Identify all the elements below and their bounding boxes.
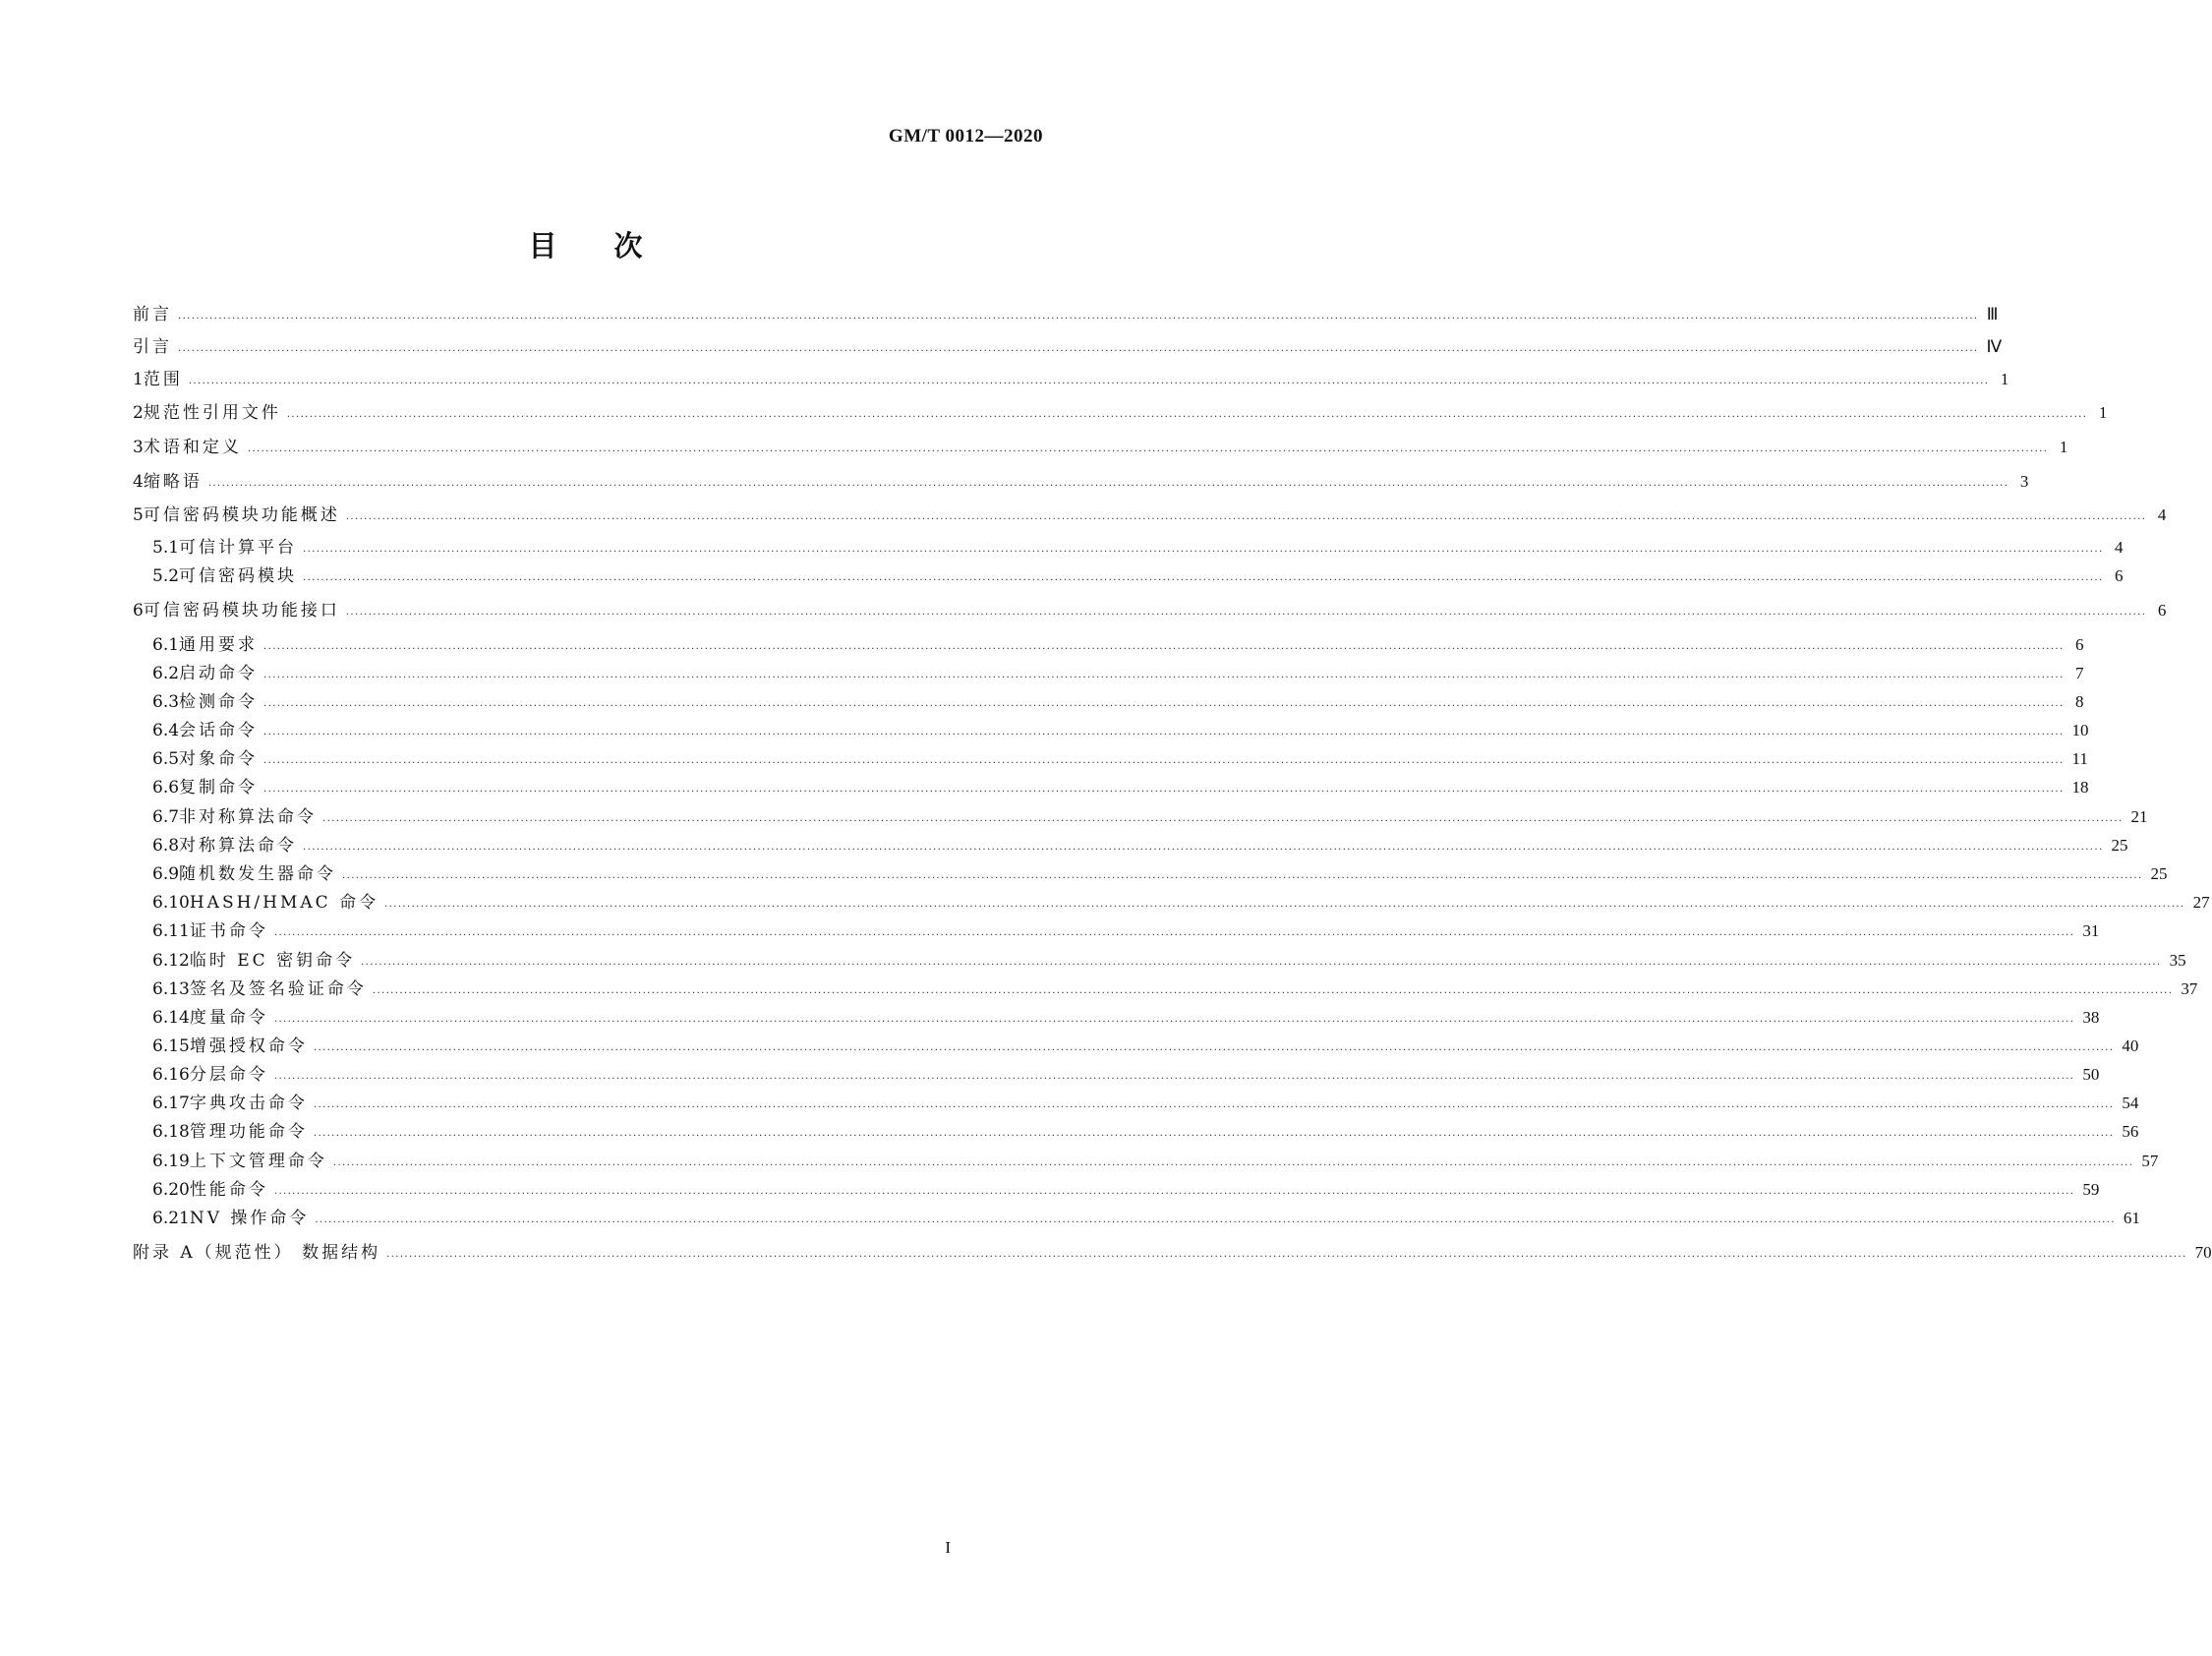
toc-leader-dots: ................................................................................................................................................................................................................................................................................................................................................................................................................	[188, 376, 1990, 386]
toc-leader-dots: ................................................................................................................................................................................................................................................................................................................................................................................................................	[273, 927, 2075, 938]
toc-entry-label: 前言	[133, 305, 172, 325]
toc-entry-label: 临时 EC 密钥命令	[189, 951, 356, 971]
toc-entry[interactable]	[152, 1120, 2139, 1144]
toc-entry-label: 证书命令	[189, 921, 268, 941]
toc-entry-page: 21	[2130, 807, 2148, 826]
toc-entry-page: 1	[2000, 370, 2009, 388]
toc-entry[interactable]	[133, 335, 2003, 359]
toc-entry-label: 术语和定义	[143, 438, 242, 457]
toc-leader-dots: ................................................................................................................................................................................................................................................................................................................................................................................................................	[303, 842, 2104, 853]
toc-entry[interactable]	[152, 834, 2128, 858]
toc-entry-page: 56	[2122, 1122, 2139, 1141]
toc-entry-number: 6.14	[152, 1008, 190, 1028]
toc-entry-page: 59	[2082, 1180, 2100, 1199]
toc-entry-number: 6.16	[152, 1065, 190, 1085]
toc-entry[interactable]	[152, 919, 2100, 943]
toc-entry[interactable]	[152, 805, 2148, 829]
toc-entry-label: 上下文管理命令	[189, 1152, 327, 1171]
toc-entry[interactable]	[133, 1241, 2212, 1265]
toc-entry-page: 1	[2059, 438, 2068, 456]
toc-entry-page: 8	[2075, 692, 2084, 711]
toc-entry-page: 6	[2075, 635, 2084, 654]
toc-entry-page: 40	[2122, 1036, 2139, 1055]
toc-entry-label: 可信密码模块功能接口	[143, 601, 340, 621]
toc-leader-dots: ................................................................................................................................................................................................................................................................................................................................................................................................................	[178, 343, 1979, 354]
toc-entry-page: 25	[2150, 864, 2168, 883]
toc-entry[interactable]	[133, 436, 2068, 459]
toc-entry[interactable]	[152, 1207, 2140, 1230]
toc-entry[interactable]	[152, 891, 2210, 915]
toc-entry-number: 6.2	[152, 664, 180, 683]
toc-entry-page: 4	[2157, 505, 2167, 524]
toc-entry[interactable]	[152, 690, 2084, 714]
toc-leader-dots: ................................................................................................................................................................................................................................................................................................................................................................................................................	[303, 572, 2104, 583]
toc-entry[interactable]	[152, 564, 2124, 588]
toc-entry-label: 管理功能命令	[189, 1122, 308, 1142]
toc-entry-number: 6.19	[152, 1152, 190, 1171]
toc-entry-page: 1	[2098, 403, 2108, 422]
toc-entry-number: 5	[133, 505, 144, 525]
toc-entry[interactable]	[133, 503, 2167, 527]
toc-entry[interactable]	[152, 949, 2186, 973]
toc-entry-number: 6.5	[152, 749, 180, 769]
toc-entry[interactable]	[133, 470, 2029, 494]
toc-leader-dots: ................................................................................................................................................................................................................................................................................................................................................................................................................	[273, 1014, 2075, 1025]
toc-entry-label: 复制命令	[179, 778, 259, 798]
toc-entry-label: 对称算法命令	[179, 836, 298, 856]
toc-entry-page: 50	[2082, 1065, 2100, 1084]
toc-entry-label: 随机数发生器命令	[179, 864, 337, 884]
toc-leader-dots: ................................................................................................................................................................................................................................................................................................................................................................................................................	[345, 607, 2147, 618]
toc-entry[interactable]	[152, 1006, 2100, 1030]
toc-entry-label: 对象命令	[179, 749, 259, 769]
toc-entry[interactable]	[152, 662, 2084, 685]
toc-entry-page: Ⅲ	[1986, 305, 1999, 324]
toc-entry-page: 38	[2082, 1008, 2100, 1027]
toc-entry[interactable]	[152, 1063, 2100, 1087]
toc-entry-page: 7	[2075, 664, 2084, 682]
toc-entry-page: 70	[2194, 1243, 2212, 1262]
toc-entry-number: 6.1	[152, 635, 180, 655]
toc-leader-dots: ................................................................................................................................................................................................................................................................................................................................................................................................................	[342, 870, 2143, 881]
toc-leader-dots: ................................................................................................................................................................................................................................................................................................................................................................................................................	[273, 1071, 2075, 1082]
toc-entry-number: 6.3	[152, 692, 180, 712]
toc-entry-number: 3	[133, 438, 144, 457]
toc-entry-label: 引言	[133, 337, 172, 357]
toc-entry-number: 6.12	[152, 951, 190, 971]
toc-entry-label: 非对称算法命令	[179, 807, 318, 827]
toc-entry-page: 35	[2169, 951, 2186, 970]
toc-entry-number: 6.9	[152, 864, 180, 884]
toc-leader-dots: ................................................................................................................................................................................................................................................................................................................................................................................................................	[247, 444, 2049, 454]
toc-entry[interactable]	[152, 1178, 2100, 1202]
toc-entry-number: 6.20	[152, 1180, 190, 1200]
toc-leader-dots: ................................................................................................................................................................................................................................................................................................................................................................................................................	[207, 478, 2009, 489]
toc-entry[interactable]	[152, 1092, 2139, 1115]
toc-leader-dots: ................................................................................................................................................................................................................................................................................................................................................................................................................	[263, 755, 2065, 766]
toc-entry-label: 签名及签名验证命令	[189, 979, 367, 999]
toc-leader-dots: ................................................................................................................................................................................................................................................................................................................................................................................................................	[372, 985, 2174, 996]
toc-entry-number: 1	[133, 370, 144, 389]
toc-entry-number: 6.21	[152, 1209, 190, 1228]
toc-entry-label: 缩略语	[143, 472, 203, 492]
toc-entry[interactable]	[152, 747, 2088, 771]
toc-entry[interactable]	[133, 401, 2108, 425]
page-number: I	[945, 1538, 951, 1557]
toc-leader-dots: ................................................................................................................................................................................................................................................................................................................................................................................................................	[313, 1042, 2115, 1053]
toc-entry-label: 会话命令	[179, 721, 259, 740]
toc-entry-label: HASH/HMAC 命令	[189, 893, 379, 913]
toc-entry-label: 启动命令	[179, 664, 259, 683]
toc-entry-page: 61	[2123, 1209, 2140, 1227]
toc-entry-page: 18	[2071, 778, 2089, 797]
toc-entry[interactable]	[133, 303, 1999, 326]
toc-leader-dots: ................................................................................................................................................................................................................................................................................................................................................................................................................	[361, 957, 2162, 968]
toc-entry[interactable]	[133, 368, 2009, 391]
toc-entry-number: 6.11	[152, 921, 190, 941]
toc-entry-number: 6.17	[152, 1094, 190, 1113]
toc-entry-label: 增强授权命令	[189, 1036, 308, 1056]
toc-entry-number: 6	[133, 601, 144, 621]
toc-entry[interactable]	[152, 1035, 2139, 1058]
toc-entry-label: 检测命令	[179, 692, 259, 712]
toc-leader-dots: ................................................................................................................................................................................................................................................................................................................................................................................................................	[263, 727, 2065, 738]
toc-entry-label: NV 操作命令	[189, 1209, 310, 1228]
toc-leader-dots: ................................................................................................................................................................................................................................................................................................................................................................................................................	[322, 813, 2124, 824]
toc-leader-dots: ................................................................................................................................................................................................................................................................................................................................................................................................................	[263, 670, 2065, 680]
toc-entry-page: 25	[2111, 836, 2128, 855]
toc-entry-label: 可信密码模块功能概述	[143, 505, 340, 525]
toc-leader-dots: ................................................................................................................................................................................................................................................................................................................................................................................................................	[386, 1249, 2187, 1260]
toc-entry-page: 27	[2192, 893, 2210, 912]
toc-entry-label: 可信计算平台	[179, 538, 298, 558]
toc-entry-number: 6.8	[152, 836, 180, 856]
toc-entry-number: 6.18	[152, 1122, 190, 1142]
toc-leader-dots: ................................................................................................................................................................................................................................................................................................................................................................................................................	[345, 511, 2147, 522]
toc-leader-dots: ................................................................................................................................................................................................................................................................................................................................................................................................................	[303, 544, 2104, 555]
toc-entry[interactable]	[152, 862, 2168, 886]
toc-entry-page: 3	[2019, 472, 2029, 491]
toc-leader-dots: ................................................................................................................................................................................................................................................................................................................................................................................................................	[263, 784, 2065, 795]
toc-entry-page: 10	[2071, 721, 2089, 739]
toc-entry-page: 31	[2082, 921, 2100, 940]
toc-entry-number: 5.1	[152, 538, 180, 558]
toc-entry-number: 6.15	[152, 1036, 190, 1056]
toc-entry-page: 57	[2141, 1152, 2159, 1170]
toc-entry-number: 5.2	[152, 566, 180, 586]
toc-entry-number: 4	[133, 472, 144, 492]
toc-entry[interactable]	[152, 719, 2089, 742]
toc-entry-page: 54	[2122, 1094, 2139, 1112]
toc-entry-label: 范围	[143, 370, 183, 389]
toc-leader-dots: ................................................................................................................................................................................................................................................................................................................................................................................................................	[315, 1214, 2116, 1225]
toc-entry-label: 字典攻击命令	[189, 1094, 308, 1113]
toc-leader-dots: ................................................................................................................................................................................................................................................................................................................................................................................................................	[313, 1128, 2115, 1139]
toc-entry-label: 分层命令	[189, 1065, 268, 1085]
toc-entry-page: 4	[2115, 538, 2124, 557]
toc-entry-label: 可信密码模块	[179, 566, 298, 586]
toc-entry-number: 6.6	[152, 778, 180, 798]
toc-leader-dots: ................................................................................................................................................................................................................................................................................................................................................................................................................	[273, 1186, 2075, 1197]
toc-entry-label: 附录 A（规范性） 数据结构	[133, 1243, 381, 1263]
toc-entry-number: 6.13	[152, 979, 190, 999]
toc-entry-number: 2	[133, 403, 144, 423]
toc-entry-number: 6.10	[152, 893, 190, 913]
toc-leader-dots: ................................................................................................................................................................................................................................................................................................................................................................................................................	[384, 899, 2185, 910]
toc-entry-label: 通用要求	[179, 635, 259, 655]
toc-entry-page: 37	[2181, 979, 2198, 998]
toc-entry-number: 6.7	[152, 807, 180, 827]
toc-entry-label: 性能命令	[189, 1180, 268, 1200]
toc-leader-dots: ................................................................................................................................................................................................................................................................................................................................................................................................................	[178, 311, 1979, 322]
toc-leader-dots: ................................................................................................................................................................................................................................................................................................................................................................................................................	[263, 698, 2065, 709]
toc-entry-label: 规范性引用文件	[143, 403, 281, 423]
toc-leader-dots: ................................................................................................................................................................................................................................................................................................................................................................................................................	[332, 1157, 2134, 1168]
toc-entry-label: 度量命令	[189, 1008, 268, 1028]
toc-leader-dots: ................................................................................................................................................................................................................................................................................................................................................................................................................	[313, 1099, 2115, 1110]
toc-entry[interactable]	[152, 536, 2124, 560]
toc-entry[interactable]	[152, 633, 2084, 657]
toc-entry[interactable]	[152, 1150, 2159, 1173]
toc-leader-dots: ................................................................................................................................................................................................................................................................................................................................................................................................................	[286, 409, 2088, 420]
toc-leader-dots: ................................................................................................................................................................................................................................................................................................................................................................................................................	[263, 641, 2065, 652]
toc-entry-page: 6	[2157, 601, 2167, 620]
toc-entry-page: 6	[2115, 566, 2124, 585]
toc-entry-page: 11	[2071, 749, 2088, 768]
toc-entry-page: Ⅳ	[1986, 337, 2003, 356]
toc-entry[interactable]	[152, 977, 2198, 1001]
toc-entry[interactable]	[152, 776, 2089, 799]
toc-entry-number: 6.4	[152, 721, 180, 740]
standard-number: GM/T 0012—2020	[888, 126, 1043, 147]
toc-entry[interactable]	[133, 599, 2167, 622]
page-title: 目次	[528, 229, 700, 263]
